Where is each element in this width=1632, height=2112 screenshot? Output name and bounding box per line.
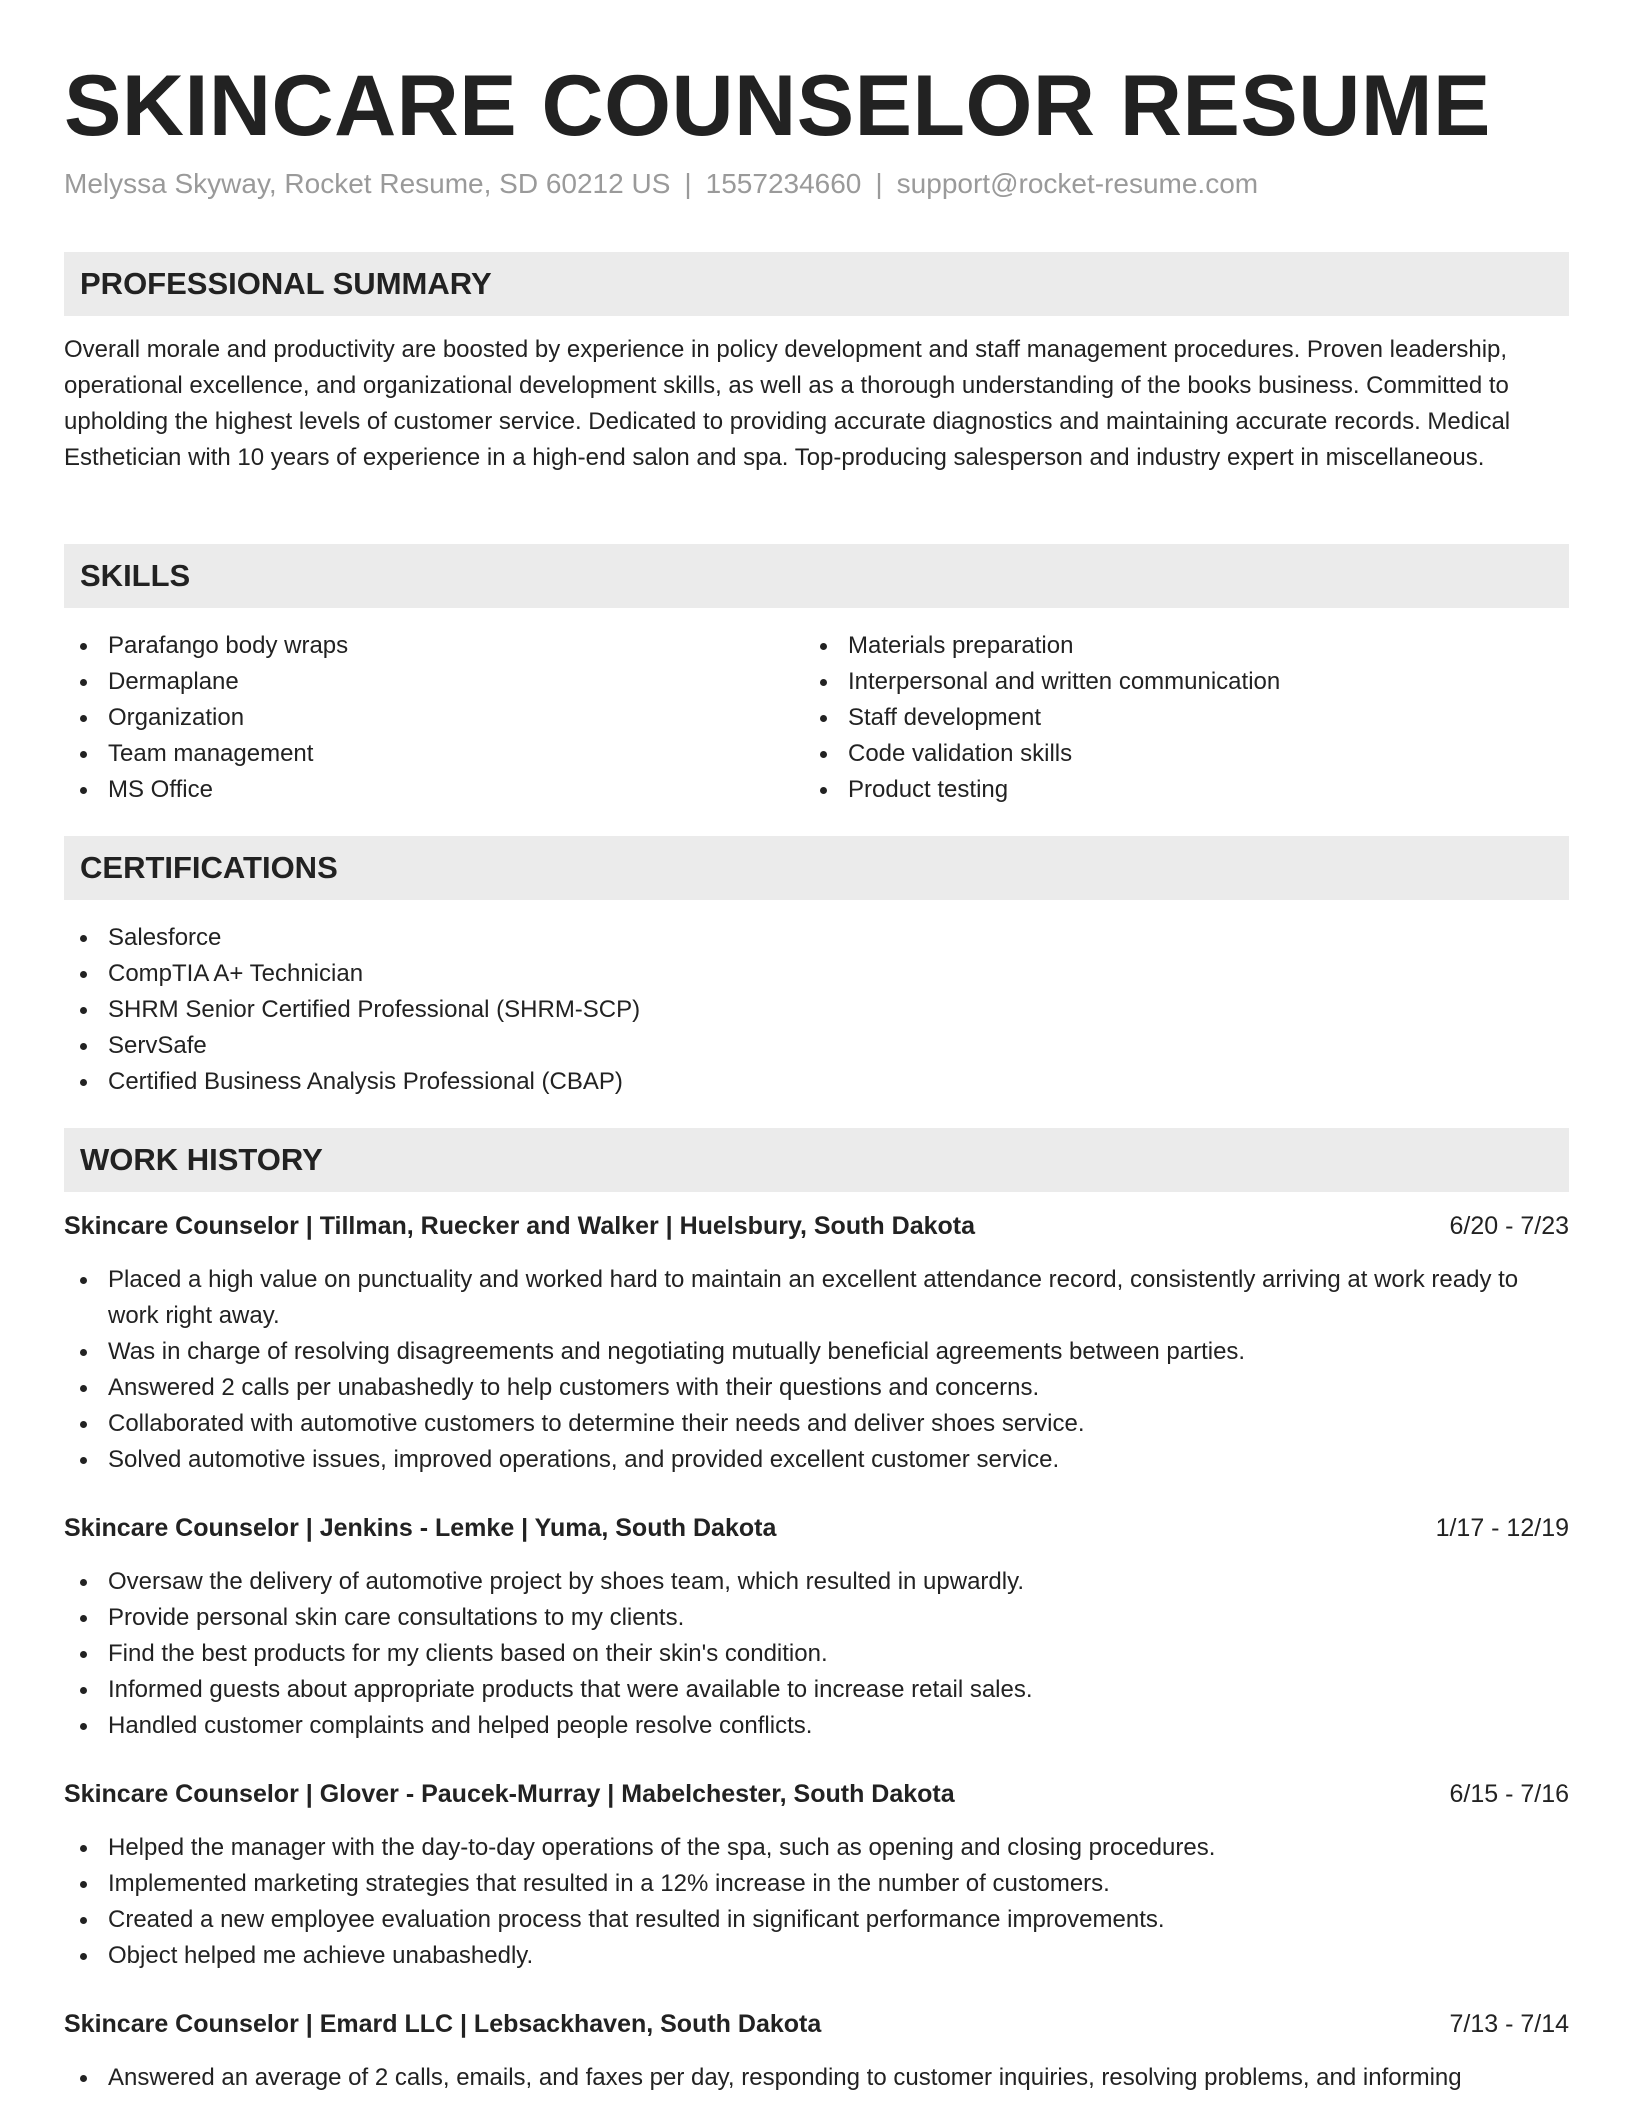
skills-heading: SKILLS [64,544,1569,608]
job-bullet: Was in charge of resolving disagreements and negotiating mutually beneficial agreements between parties. [64,1334,1569,1370]
skill-item: Team management [64,736,804,772]
job-bullet: Solved automotive issues, improved operations, and provided excellent customer service. [64,1442,1569,1478]
job-bullet: Collaborated with automotive customers to determine their needs and deliver shoes service. [64,1406,1569,1442]
certification-item: ServSafe [64,1028,1569,1064]
job-bullet: Answered an average of 2 calls, emails, and faxes per day, responding to customer inquiries, resolving problems, and informing [64,2060,1569,2096]
job-title: Skincare Counselor | Jenkins - Lemke | Yuma, South Dakota [64,1514,777,1542]
contact-address: Melyssa Skyway, Rocket Resume, SD 60212 US [64,168,671,199]
skill-item: Organization [64,700,804,736]
job-bullets [64,1830,1569,1974]
skill-item: Code validation skills [804,736,1544,772]
job-title: Skincare Counselor | Tillman, Ruecker and Walker | Huelsbury, South Dakota [64,1212,975,1240]
skill-item: Product testing [804,772,1544,808]
certifications-list [64,920,1569,1100]
job-bullets [64,1564,1569,1744]
contact-email[interactable]: support@rocket-resume.com [896,168,1259,199]
job-dates: 6/15 - 7/16 [1449,1780,1569,1808]
skills-list-right [804,628,1544,808]
skill-item: Staff development [804,700,1544,736]
skill-item: Parafango body wraps [64,628,804,664]
job-bullet: Provide personal skin care consultations to my clients. [64,1600,1569,1636]
skill-item: MS Office [64,772,804,808]
job-bullet: Oversaw the delivery of automotive project by shoes team, which resulted in upwardly. [64,1564,1569,1600]
job-bullet: Helped the manager with the day-to-day operations of the spa, such as opening and closing procedures. [64,1830,1569,1866]
job-header [64,1510,1569,1546]
professional-summary-text: Overall morale and productivity are boosted by experience in policy development and staff management procedures. Proven leadership, operational excellence, and organizational development skills, as well as a thorough understanding of the books business. Committed to upholding the highest levels of customer service. Dedicated to providing accurate diagnostics and maintaining accurate records. Medical Esthetician with 10 years of experience in a high-end salon and spa. Top-producing salesperson and industry expert in miscellaneous. [64,336,1511,471]
job-title: Skincare Counselor | Emard LLC | Lebsackhaven, South Dakota [64,2010,822,2038]
skill-item: Interpersonal and written communication [804,664,1544,700]
skill-item: Dermaplane [64,664,804,700]
work-history-heading: WORK HISTORY [64,1128,1569,1192]
job-bullet: Find the best products for my clients based on their skin's condition. [64,1636,1569,1672]
resume-title: SKINCARE COUNSELOR RESUME [64,58,1491,154]
job-bullet: Handled customer complaints and helped people resolve conflicts. [64,1708,1569,1744]
certification-item: Salesforce [64,920,1569,956]
job-dates: 7/13 - 7/14 [1449,2010,1569,2038]
job-title: Skincare Counselor | Glover - Paucek-Murray | Mabelchester, South Dakota [64,1780,955,1808]
certification-item: SHRM Senior Certified Professional (SHRM-SCP) [64,992,1569,1028]
certifications-heading: CERTIFICATIONS [64,836,1569,900]
contact-phone[interactable]: 1557234660 [705,168,862,199]
certification-item: Certified Business Analysis Professional (CBAP) [64,1064,1569,1100]
job-bullet: Informed guests about appropriate products that were available to increase retail sales. [64,1672,1569,1708]
contact-line [64,164,1258,204]
professional-summary-heading: PROFESSIONAL SUMMARY [64,252,1569,316]
job-header [64,2006,1569,2042]
certification-item: CompTIA A+ Technician [64,956,1569,992]
job-bullets [64,2060,1569,2096]
contact-separator: | [684,168,692,199]
job-bullet: Created a new employee evaluation process that resulted in significant performance improvements. [64,1902,1569,1938]
job-bullets [64,1262,1569,1478]
job-bullet: Object helped me achieve unabashedly. [64,1938,1569,1974]
skill-item: Materials preparation [804,628,1544,664]
contact-separator: | [875,168,883,199]
job-header [64,1208,1569,1244]
job-bullet: Answered 2 calls per unabashedly to help customers with their questions and concerns. [64,1370,1569,1406]
job-bullet: Implemented marketing strategies that resulted in a 12% increase in the number of customers. [64,1866,1569,1902]
job-bullet: Placed a high value on punctuality and worked hard to maintain an excellent attendance record, consistently arriving at work ready to work right away. [64,1262,1569,1334]
job-dates: 1/17 - 12/19 [1435,1514,1569,1542]
skills-list-left [64,628,804,808]
job-dates: 6/20 - 7/23 [1449,1212,1569,1240]
job-header [64,1776,1569,1812]
